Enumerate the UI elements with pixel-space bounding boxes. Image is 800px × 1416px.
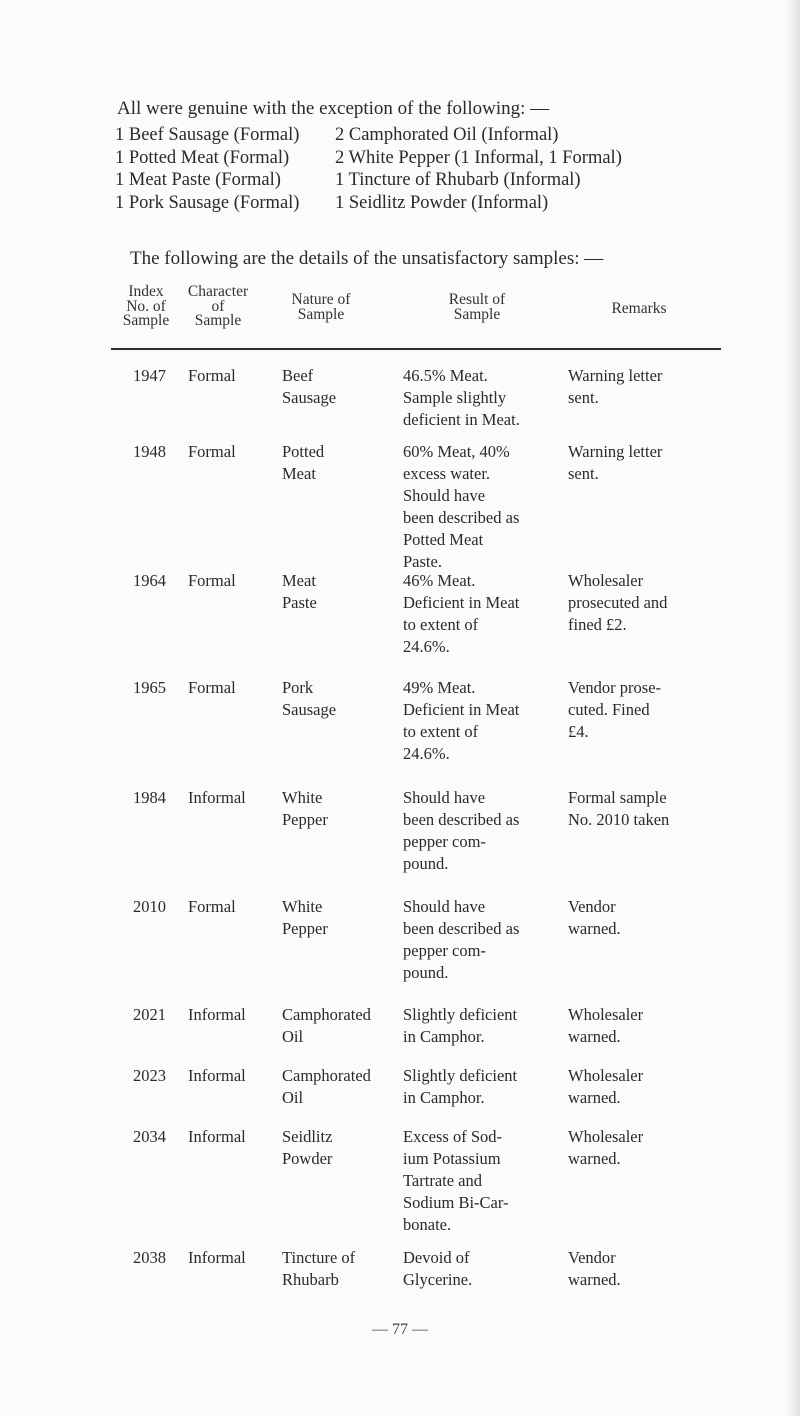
cell-line: Formal sample	[568, 788, 667, 807]
cell-result	[403, 441, 555, 573]
cell-line: sent.	[568, 464, 599, 483]
cell-line: Sausage	[282, 388, 337, 407]
cell-character: Informal	[188, 1127, 246, 1146]
cell-character: Formal	[188, 571, 236, 590]
exception-item: 1 Meat Paste (Formal)	[115, 170, 281, 190]
header-line: Sample	[194, 312, 242, 329]
cell-result	[403, 787, 555, 875]
cell-line: 46% Meat.	[403, 571, 476, 590]
cell-line: Powder	[282, 1149, 333, 1168]
cell-nature	[282, 1247, 402, 1291]
header-line: of	[211, 297, 225, 315]
cell-line: Pork	[282, 678, 314, 697]
cell-line: pepper com-	[403, 941, 486, 960]
cell-index: 2034	[133, 1127, 166, 1146]
header-index	[116, 285, 176, 329]
cell-index: 1964	[133, 571, 166, 590]
cell-line: 24.6%.	[403, 637, 450, 656]
cell-remarks	[568, 896, 728, 940]
cell-character: Informal	[188, 1066, 246, 1085]
cell-line: warned.	[568, 1027, 621, 1046]
cell-line: Deficient in Meat	[403, 593, 520, 612]
cell-line: Wholesaler	[568, 571, 644, 590]
intro-text: All were genuine with the exception of the following: —	[117, 98, 550, 119]
cell-line: been described as	[403, 919, 520, 938]
cell-line: been described as	[403, 508, 520, 527]
cell-line: Paste.	[403, 552, 442, 571]
cell-result	[403, 1126, 555, 1236]
header-line: Character	[187, 283, 249, 300]
cell-line: 24.6%.	[403, 744, 450, 763]
details-heading: The following are the details of the unsatisfactory samples: —	[130, 248, 604, 269]
cell-line: Wholesaler	[568, 1005, 644, 1024]
cell-line: excess water.	[403, 464, 491, 483]
cell-remarks	[568, 365, 728, 409]
cell-line: Warning letter	[568, 366, 663, 385]
exception-item: 2 White Pepper (1 Informal, 1 Formal)	[335, 147, 622, 168]
cell-nature	[282, 787, 402, 831]
header-nature	[266, 293, 376, 322]
cell-line: Vendor	[568, 897, 616, 916]
cell-result	[403, 1004, 555, 1048]
exception-item: 1 Pork Sausage (Formal)	[115, 192, 300, 213]
cell-line: White	[282, 788, 323, 807]
cell-character: Informal	[188, 788, 246, 807]
cell-line: Oil	[282, 1027, 304, 1046]
cell-result	[403, 1247, 555, 1291]
cell-line: Tartrate and	[403, 1171, 483, 1190]
page-number: — 77 —	[372, 1321, 428, 1338]
cell-nature	[282, 365, 402, 409]
cell-line: Tincture of	[282, 1248, 356, 1267]
header-rule	[111, 348, 721, 350]
cell-line: Camphorated	[282, 1066, 371, 1085]
cell-line: pound.	[403, 963, 449, 982]
cell-line: in Camphor.	[403, 1027, 485, 1046]
cell-line: Meat	[282, 571, 316, 590]
cell-line: cuted. Fined	[568, 700, 650, 719]
cell-line: Slightly deficient	[403, 1005, 518, 1024]
cell-line: Seidlitz	[282, 1127, 333, 1146]
cell-remarks	[568, 1065, 728, 1109]
cell-line: warned.	[568, 1149, 621, 1168]
cell-line: Slightly deficient	[403, 1066, 518, 1085]
cell-line: been described as	[403, 810, 520, 829]
cell-line: Wholesaler	[568, 1127, 644, 1146]
cell-line: Oil	[282, 1088, 304, 1107]
cell-remarks	[568, 1126, 728, 1170]
cell-character: Formal	[188, 897, 236, 916]
cell-index: 2021	[133, 1005, 166, 1024]
cell-index: 2023	[133, 1066, 166, 1085]
cell-nature	[282, 1004, 402, 1048]
cell-nature	[282, 441, 402, 485]
cell-nature	[282, 1065, 402, 1109]
cell-remarks	[568, 441, 728, 485]
cell-line: Deficient in Meat	[403, 700, 520, 719]
cell-line: bonate.	[403, 1215, 452, 1234]
cell-line: warned.	[568, 919, 621, 938]
header-line: No. of	[126, 297, 166, 315]
cell-remarks	[568, 787, 728, 831]
cell-line: Should have	[403, 788, 486, 807]
header-line: Result of	[448, 291, 506, 308]
cell-line: Camphorated	[282, 1005, 371, 1024]
exception-item: 1 Tincture of Rhubarb (Informal)	[335, 170, 581, 190]
cell-line: Pepper	[282, 810, 328, 829]
exception-item: 1 Beef Sausage (Formal)	[115, 125, 300, 145]
cell-line: Vendor prose-	[568, 678, 662, 697]
cell-line: to extent of	[403, 722, 479, 741]
cell-line: Glycerine.	[403, 1270, 473, 1289]
cell-character: Informal	[188, 1005, 246, 1024]
exception-item: 2 Camphorated Oil (Informal)	[335, 125, 559, 145]
cell-index: 1965	[133, 678, 166, 697]
cell-line: White	[282, 897, 323, 916]
cell-line: Should have	[403, 486, 486, 505]
header-line: Sample	[297, 305, 345, 323]
cell-line: 60% Meat, 40%	[403, 442, 510, 461]
cell-line: Devoid of	[403, 1248, 470, 1267]
cell-line: to extent of	[403, 615, 479, 634]
cell-line: Should have	[403, 897, 486, 916]
cell-line: £4.	[568, 722, 589, 741]
cell-line: in Camphor.	[403, 1088, 485, 1107]
cell-line: deficient in Meat.	[403, 410, 520, 429]
cell-line: Meat	[282, 464, 316, 483]
cell-nature	[282, 896, 402, 940]
cell-result	[403, 677, 555, 765]
cell-line: Beef	[282, 366, 314, 385]
cell-line: Warning letter	[568, 442, 663, 461]
cell-result	[403, 896, 555, 984]
cell-remarks	[568, 1004, 728, 1048]
cell-nature	[282, 677, 402, 721]
exception-item: 1 Potted Meat (Formal)	[115, 147, 290, 168]
exception-item: 1 Seidlitz Powder (Informal)	[335, 192, 549, 213]
cell-line: 46.5% Meat.	[403, 366, 488, 385]
header-result	[412, 293, 542, 322]
cell-line: prosecuted and	[568, 593, 668, 612]
page-edge-shadow	[786, 0, 800, 1416]
cell-line: warned.	[568, 1088, 621, 1107]
cell-result	[403, 570, 555, 658]
cell-line: 49% Meat.	[403, 678, 476, 697]
cell-character: Formal	[188, 366, 236, 385]
cell-line: Pepper	[282, 919, 328, 938]
cell-line: No. 2010 taken	[568, 810, 670, 829]
cell-line: fined £2.	[568, 615, 627, 634]
cell-character: Informal	[188, 1248, 246, 1267]
cell-index: 1947	[133, 366, 166, 385]
cell-character: Formal	[188, 678, 236, 697]
cell-nature	[282, 1126, 402, 1170]
cell-line: Sodium Bi-Car-	[403, 1193, 509, 1212]
cell-index: 1984	[133, 788, 166, 807]
cell-line: Sample slightly	[403, 388, 507, 407]
cell-remarks	[568, 1247, 728, 1291]
cell-nature	[282, 570, 402, 614]
cell-result	[403, 365, 555, 431]
cell-line: Excess of Sod-	[403, 1127, 502, 1146]
exceptions-list-left	[115, 124, 299, 214]
header-character	[172, 285, 264, 329]
cell-remarks	[568, 677, 728, 743]
cell-line: pound.	[403, 854, 449, 873]
cell-line: Potted Meat	[403, 530, 484, 549]
cell-line: Vendor	[568, 1248, 616, 1267]
cell-line: pepper com-	[403, 832, 486, 851]
cell-line: Wholesaler	[568, 1066, 644, 1085]
header-line: Nature of	[291, 291, 351, 308]
cell-remarks	[568, 570, 728, 636]
cell-line: ium Potassium	[403, 1149, 501, 1168]
cell-index: 2010	[133, 897, 166, 916]
cell-line: Potted	[282, 442, 325, 461]
cell-index: 2038	[133, 1248, 166, 1267]
cell-line: Rhubarb	[282, 1270, 339, 1289]
cell-line: Sausage	[282, 700, 337, 719]
cell-result	[403, 1065, 555, 1109]
header-remarks	[584, 302, 694, 317]
header-line: Remarks	[611, 300, 667, 317]
cell-index: 1948	[133, 442, 166, 461]
header-line: Sample	[122, 312, 170, 329]
cell-character: Formal	[188, 442, 236, 461]
header-line: Index	[128, 283, 164, 300]
cell-line: Paste	[282, 593, 317, 612]
cell-line: warned.	[568, 1270, 621, 1289]
exceptions-list-right	[335, 124, 622, 214]
cell-line: sent.	[568, 388, 599, 407]
header-line: Sample	[453, 305, 501, 323]
